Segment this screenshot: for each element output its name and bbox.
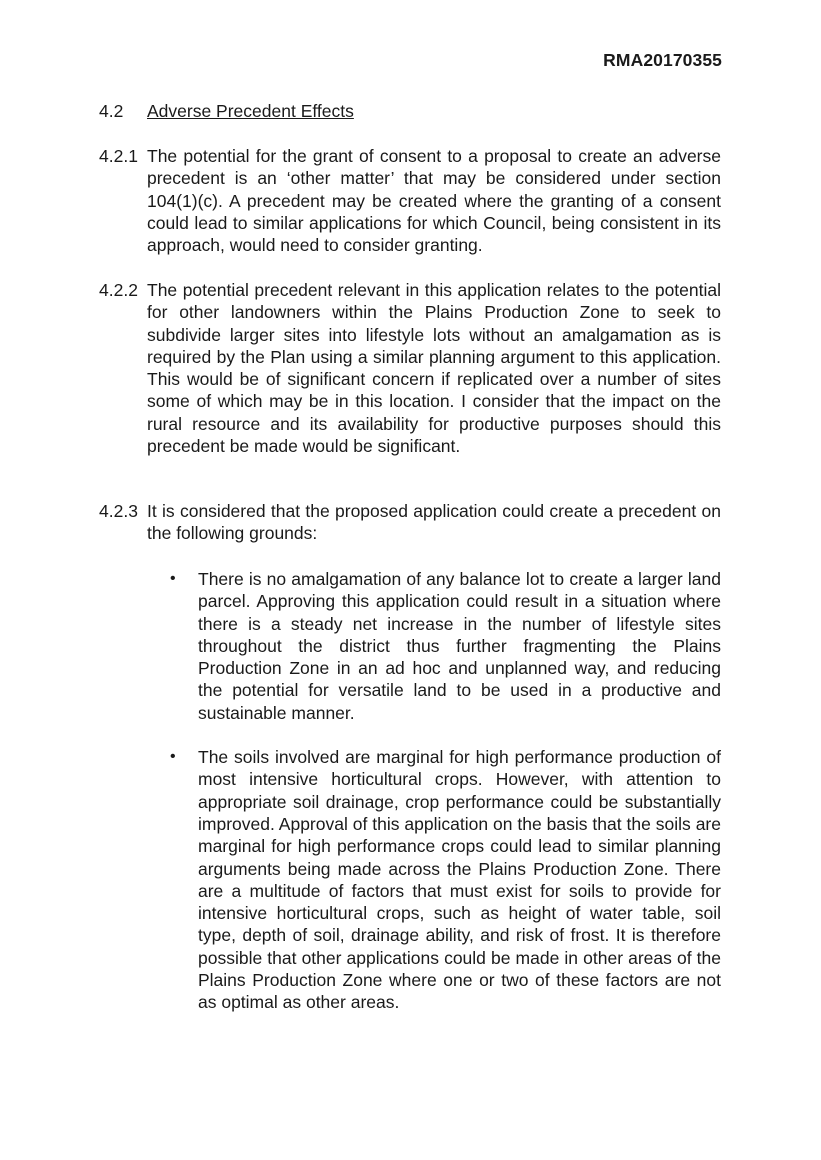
document-reference: RMA20170355 [603, 50, 722, 70]
paragraph-number: 4.2.1 [99, 146, 138, 166]
paragraph-text: The potential precedent relevant in this application relates to the potential for other landowners within the Plains Production Zone to seek to subdivide larger sites into lifestyle lots without an amalgamation as is required by the Plan using a similar planning argument to this application. This would be of significant concern if replicated over a number of sites some of which may be in this location. I consider that the impact on the rural resource and its availability for productive purposes should this precedent be made would be significant. [147, 280, 721, 457]
paragraph-text: It is considered that the proposed application could create a precedent on the following grounds: [147, 501, 721, 544]
paragraph-number: 4.2.2 [99, 280, 138, 300]
paragraph-text: The potential for the grant of consent to a proposal to create an adverse precedent is an ‘other matter’ that may be considered under section 104(1)(c). A precedent may be created where the granting of a consent could lead to similar applications for which Council, being consistent in its approach, would need to consider granting. [147, 146, 721, 256]
list-item [170, 746, 721, 1014]
section-number: 4.2 [99, 101, 124, 121]
list-item-text: The soils involved are marginal for high performance production of most intensive horticultural crops. However, with attention to appropriate soil drainage, crop performance could be substantially improved. Approval of this application on the basis that the soils are marginal for high performance crops could lead to similar planning arguments being made across the Plains Production Zone. There are a multitude of factors that must exist for soils to provide for intensive horticultural crops, such as height of water table, soil type, depth of soil, drainage ability, and risk of frost. It is therefore possible that other applications could be made in other areas of the Plains Production Zone where one or two of these factors are not as optimal as other areas. [198, 747, 721, 1013]
section-title: Adverse Precedent Effects [147, 101, 354, 121]
paragraph-4-2-1 [99, 145, 721, 256]
paragraph-number: 4.2.3 [99, 501, 138, 521]
section-heading [99, 101, 354, 122]
precedent-grounds-list [170, 568, 721, 1036]
bullet-icon: • [170, 570, 176, 587]
paragraph-4-2-3 [99, 500, 721, 545]
bullet-icon: • [170, 748, 176, 766]
list-item [170, 568, 721, 724]
paragraph-4-2-2 [99, 279, 721, 457]
list-item-text: There is no amalgamation of any balance lot to create a larger land parcel. Approving this application could result in a situation where there is a steady net increase in the number of lifestyle sites throughout the district thus further fragmenting the Plains Production Zone in an ad hoc and unplanned way, and reducing the potential for versatile land to be used in a productive and sustainable manner. [198, 569, 721, 723]
